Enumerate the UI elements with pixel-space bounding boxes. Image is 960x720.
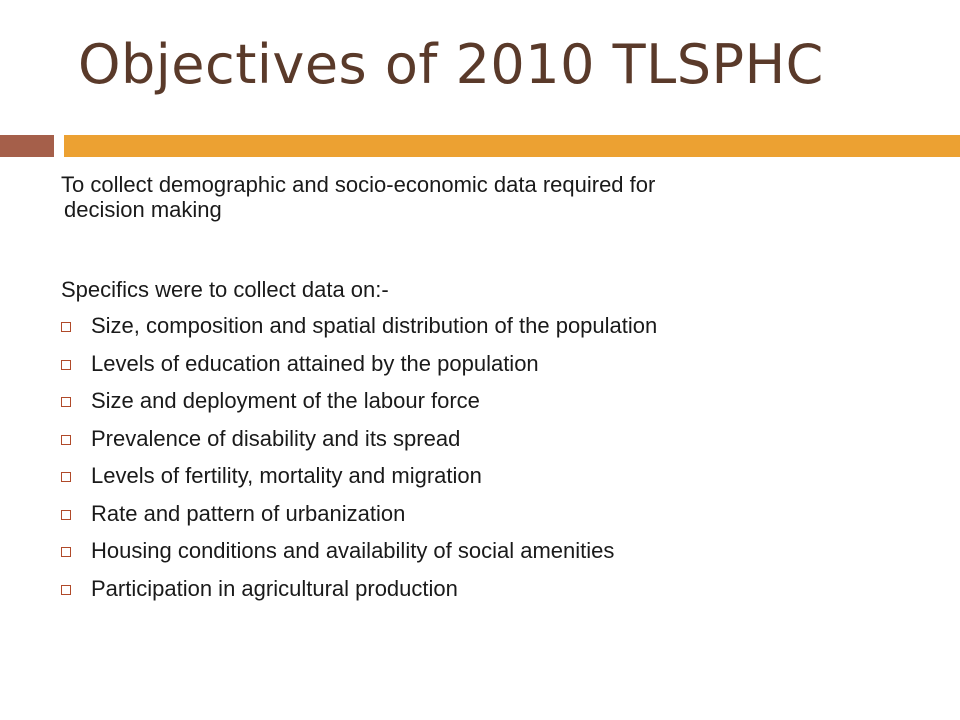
- list-item: [61, 538, 931, 576]
- list-item-text: Housing conditions and availability of social amenities: [91, 538, 615, 563]
- list-item: [61, 501, 931, 539]
- intro-line-2: decision making: [64, 197, 222, 222]
- hollow-square-bullet-icon: [61, 510, 71, 520]
- intro-paragraph: [61, 172, 931, 222]
- hollow-square-bullet-icon: [61, 435, 71, 445]
- objectives-list: [61, 313, 931, 613]
- list-item: [61, 463, 931, 501]
- list-item: [61, 388, 931, 426]
- hollow-square-bullet-icon: [61, 322, 71, 332]
- list-item: [61, 576, 931, 614]
- list-item-text: Levels of education attained by the population: [91, 350, 539, 376]
- list-item: [61, 426, 931, 464]
- slide-content: [61, 172, 931, 613]
- accent-bar-right: [64, 135, 960, 157]
- list-item-text: Rate and pattern of urbanization: [91, 500, 406, 526]
- list-item-text: Size, composition and spatial distribution of the population: [91, 313, 658, 338]
- hollow-square-bullet-icon: [61, 360, 71, 370]
- hollow-square-bullet-icon: [61, 585, 71, 595]
- list-item: [61, 313, 931, 351]
- accent-bar-left: [0, 135, 54, 157]
- list-item-text: Prevalence of disability and its spread: [91, 425, 461, 451]
- intro-line-1: To collect demographic and socio-economic data required for: [61, 172, 656, 197]
- hollow-square-bullet-icon: [61, 547, 71, 557]
- slide-title: Objectives of 2010 TLSPHC: [78, 33, 824, 96]
- list-item-text: Levels of fertility, mortality and migration: [91, 463, 482, 488]
- hollow-square-bullet-icon: [61, 397, 71, 407]
- hollow-square-bullet-icon: [61, 472, 71, 482]
- list-item-text: Size and deployment of the labour force: [91, 388, 480, 413]
- list-item-text: Participation in agricultural production: [91, 575, 458, 601]
- specifics-heading: Specifics were to collect data on:-: [61, 277, 389, 302]
- list-item: [61, 351, 931, 389]
